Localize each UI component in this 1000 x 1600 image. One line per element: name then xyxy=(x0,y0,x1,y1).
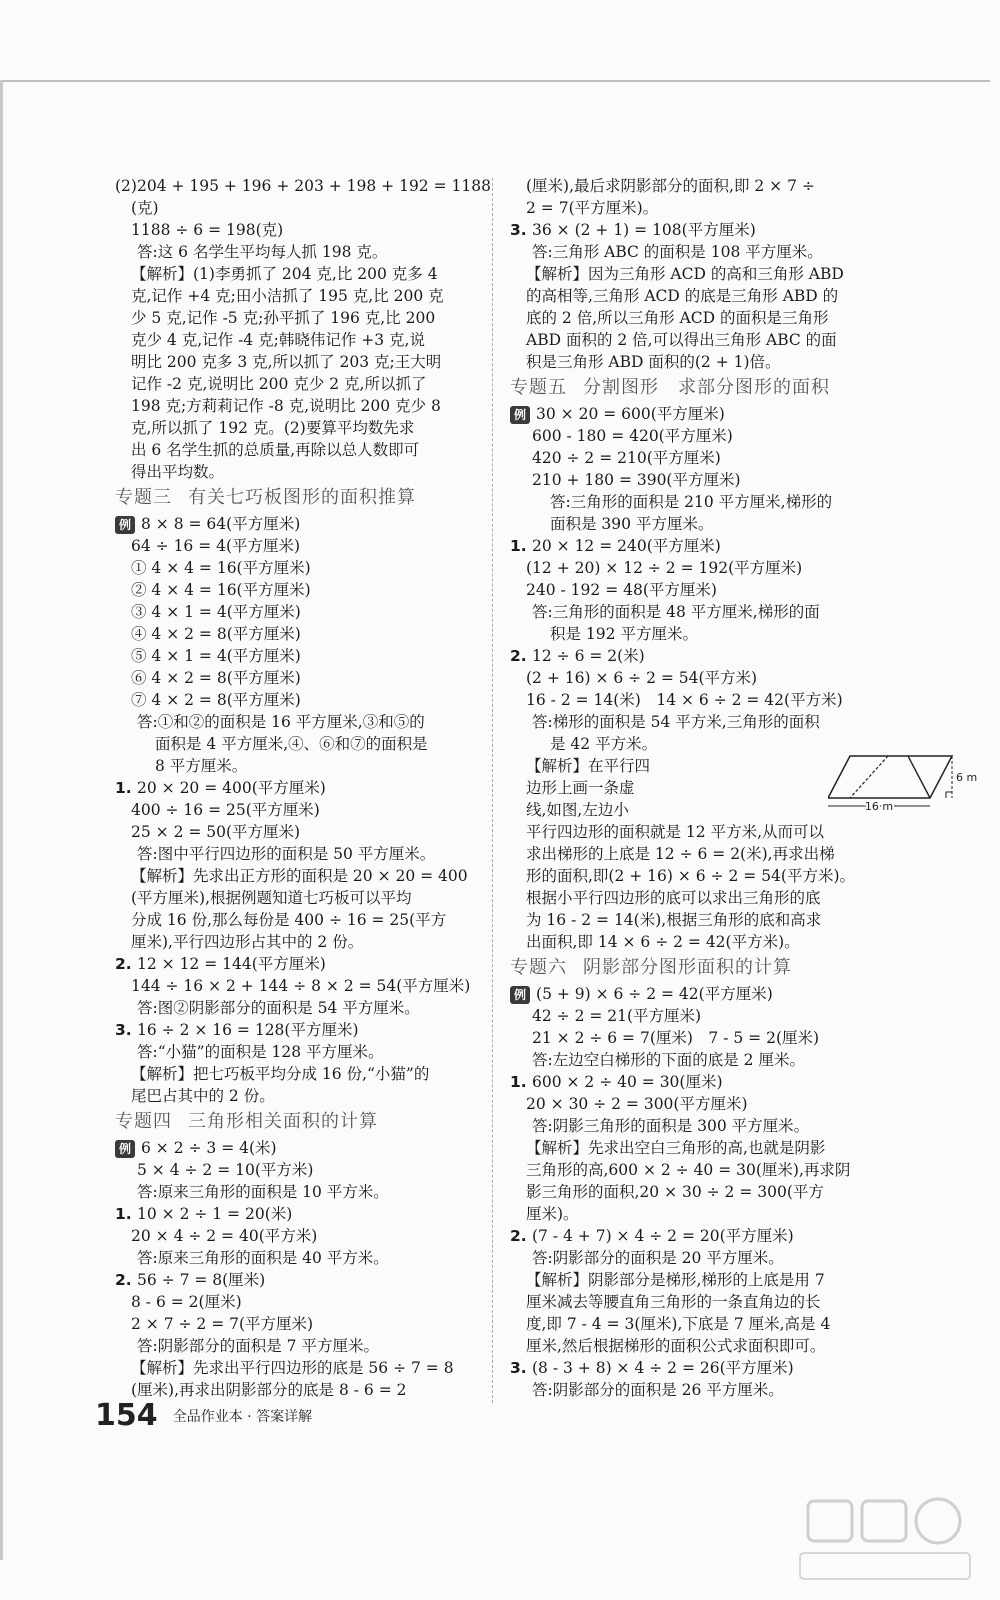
triangle-edge xyxy=(908,756,930,798)
text-line xyxy=(115,285,500,307)
section-number: 专题六 xyxy=(510,957,567,978)
line-text: (12 + 20) × 12 ÷ 2 = 192(平方厘米) xyxy=(526,559,803,577)
question-number: 3. xyxy=(115,1021,132,1039)
text-line xyxy=(510,1137,895,1159)
text-line xyxy=(510,241,895,263)
text-line xyxy=(115,953,500,975)
text-line xyxy=(115,197,500,219)
text-line xyxy=(115,733,500,755)
section-number: 专题四 xyxy=(115,1111,172,1132)
section-number: 专题三 xyxy=(115,487,172,508)
line-text: 600 - 180 = 420(平方厘米) xyxy=(532,427,733,445)
text-line xyxy=(115,175,500,197)
line-text: 答:阴影部分的面积是 20 平方厘米。 xyxy=(532,1249,784,1267)
line-text: (8 - 3 + 8) × 4 ÷ 2 = 26(平方厘米) xyxy=(532,1359,794,1377)
text-line xyxy=(510,263,895,285)
section-title: 阴影部分图形面积的计算 xyxy=(583,957,792,978)
text-line xyxy=(115,1291,500,1313)
line-text: (7 - 4 + 7) × 4 ÷ 2 = 20(平方厘米) xyxy=(532,1227,794,1245)
line-text: (5 + 9) × 6 ÷ 2 = 42(平方厘米) xyxy=(536,985,773,1003)
line-text: 【解析】阴影部分是梯形,梯形的上底是用 7 xyxy=(526,1271,825,1289)
text-line xyxy=(510,843,895,865)
text-line xyxy=(115,1313,500,1335)
right-angle-mark xyxy=(946,792,952,798)
text-line xyxy=(510,1071,895,1093)
line-text: 42 ÷ 2 = 21(平方厘米) xyxy=(532,1007,702,1025)
text-line xyxy=(115,931,500,953)
text-line xyxy=(510,579,895,601)
line-text: 16 ÷ 2 × 16 = 128(平方厘米) xyxy=(137,1021,359,1039)
line-text: 420 ÷ 2 = 210(平方厘米) xyxy=(532,449,721,467)
text-line xyxy=(510,909,895,931)
question-number: 1. xyxy=(510,1073,527,1091)
line-text: (克) xyxy=(131,199,159,217)
text-line xyxy=(510,285,895,307)
line-text: 平行四边形的面积就是 12 平方米,从而可以 xyxy=(526,823,825,841)
text-line xyxy=(510,1357,895,1379)
text-line xyxy=(115,241,500,263)
line-text: (厘米),最后求阴影部分的面积,即 2 × 7 ÷ xyxy=(526,177,815,195)
text-line xyxy=(115,909,500,931)
line-text: 积是三角形 ABD 面积的(2 + 1)倍。 xyxy=(526,353,781,371)
text-line xyxy=(510,535,895,557)
example-label: 例 xyxy=(510,986,530,1004)
left-column xyxy=(115,175,500,1401)
text-line xyxy=(510,1291,895,1313)
text-line xyxy=(115,711,500,733)
question-number: 1. xyxy=(115,779,132,797)
text-line xyxy=(115,307,500,329)
line-text: 明比 200 克多 3 克,所以抓了 203 克;王大明 xyxy=(131,353,442,371)
text-line xyxy=(510,175,895,197)
text-line xyxy=(510,1203,895,1225)
line-text: (2 + 16) × 6 ÷ 2 = 54(平方米) xyxy=(526,669,758,687)
text-line xyxy=(115,843,500,865)
text-line xyxy=(115,219,500,241)
text-line xyxy=(115,1063,500,1085)
text-line xyxy=(510,689,895,711)
line-text: 198 克;方莉莉记作 -8 克,说明比 200 克少 8 xyxy=(131,397,441,415)
text-line xyxy=(115,1019,500,1041)
section-heading xyxy=(115,483,500,513)
text-line xyxy=(115,1225,500,1247)
line-text: 【解析】先求出正方形的面积是 20 × 20 = 400 xyxy=(131,867,468,885)
text-line xyxy=(115,513,500,535)
line-text: 答:原来三角形的面积是 40 平方米。 xyxy=(137,1249,389,1267)
question-number: 2. xyxy=(115,1271,132,1289)
line-text: 答:图②阴影部分的面积是 54 平方厘米。 xyxy=(137,999,420,1017)
example-label: 例 xyxy=(510,406,530,424)
line-text: ③ 4 × 1 = 4(平方厘米) xyxy=(131,603,301,621)
line-text: 是 42 平方米。 xyxy=(550,735,658,753)
line-text: 【解析】在平行四 xyxy=(526,757,651,775)
line-text: 144 ÷ 16 × 2 + 144 ÷ 8 × 2 = 54(平方厘米) xyxy=(131,977,471,995)
text-line xyxy=(115,263,500,285)
text-line xyxy=(510,821,895,843)
text-line xyxy=(115,373,500,395)
text-line xyxy=(115,1203,500,1225)
line-text: 答:图中平行四边形的面积是 50 平方厘米。 xyxy=(137,845,436,863)
line-text: ② 4 × 4 = 16(平方厘米) xyxy=(131,581,311,599)
text-line xyxy=(510,667,895,689)
line-text: 面积是 390 平方厘米。 xyxy=(550,515,714,533)
line-text: 【解析】(1)李勇抓了 204 克,比 200 克多 4 xyxy=(131,265,438,283)
section-heading xyxy=(510,953,895,983)
line-text: 56 ÷ 7 = 8(厘米) xyxy=(137,1271,266,1289)
text-line xyxy=(115,865,500,887)
text-line xyxy=(115,1137,500,1159)
text-line xyxy=(115,623,500,645)
text-line xyxy=(510,1027,895,1049)
text-line xyxy=(115,1085,500,1107)
section-heading xyxy=(115,1107,500,1137)
line-text: (厘米),再求出阴影部分的底是 8 - 6 = 2 xyxy=(131,1381,407,1399)
line-text: 积是 192 平方厘米。 xyxy=(550,625,698,643)
text-line xyxy=(510,425,895,447)
line-text: ⑤ 4 × 1 = 4(平方厘米) xyxy=(131,647,301,665)
line-text: 答:阴影部分的面积是 7 平方厘米。 xyxy=(137,1337,379,1355)
line-text: 厘米,然后根据梯形的面积公式求面积即可。 xyxy=(526,1337,826,1355)
text-line xyxy=(510,733,895,755)
text-line xyxy=(115,645,500,667)
text-line xyxy=(510,469,895,491)
line-text: ABD 面积的 2 倍,可以得出三角形 ABC 的面 xyxy=(526,331,837,349)
line-text: 少 5 克,记作 -5 克;孙平抓了 196 克,比 200 xyxy=(131,309,436,327)
text-line xyxy=(510,645,895,667)
line-text: 8 平方厘米。 xyxy=(155,757,248,775)
line-text: 答:三角形的面积是 210 平方厘米,梯形的 xyxy=(550,493,833,511)
height-label: 6 m xyxy=(956,771,978,784)
line-text: 21 × 2 ÷ 6 = 7(厘米) 7 - 5 = 2(厘米) xyxy=(532,1029,820,1047)
line-text: 6 × 2 ÷ 3 = 4(米) xyxy=(141,1139,277,1157)
text-line xyxy=(510,1181,895,1203)
text-line xyxy=(115,1357,500,1379)
line-text: 答:三角形 ABC 的面积是 108 平方厘米。 xyxy=(532,243,823,261)
text-line xyxy=(510,513,895,535)
text-line xyxy=(510,931,895,953)
text-line xyxy=(115,821,500,843)
line-text: 底的 2 倍,所以三角形 ACD 的面积是三角形 xyxy=(526,309,829,327)
page-footer xyxy=(95,1398,312,1438)
line-text: 2 × 7 ÷ 2 = 7(平方厘米) xyxy=(131,1315,314,1333)
line-text: 64 ÷ 16 = 4(平方厘米) xyxy=(131,537,301,555)
line-text: 【解析】先求出空白三角形的高,也就是阴影 xyxy=(526,1139,826,1157)
question-number: 1. xyxy=(510,537,527,555)
text-line xyxy=(510,711,895,733)
line-text: 三角形的高,600 × 2 ÷ 40 = 30(厘米),再求阴 xyxy=(526,1161,851,1179)
text-line xyxy=(115,601,500,623)
text-line xyxy=(510,1247,895,1269)
line-text: 5 × 4 ÷ 2 = 10(平方米) xyxy=(137,1161,314,1179)
example-label: 例 xyxy=(115,516,135,534)
text-line xyxy=(510,197,895,219)
text-line xyxy=(115,1269,500,1291)
line-text: 分成 16 份,那么每份是 400 ÷ 16 = 25(平方 xyxy=(131,911,447,929)
text-line xyxy=(510,1093,895,1115)
line-text: 出 6 名学生抓的总质量,再除以总人数即可 xyxy=(131,441,420,459)
text-line xyxy=(510,329,895,351)
line-text: 210 + 180 = 390(平方厘米) xyxy=(532,471,741,489)
text-line xyxy=(510,1335,895,1357)
question-number: 2. xyxy=(115,955,132,973)
question-number: 1. xyxy=(115,1205,132,1223)
text-line xyxy=(115,887,500,909)
line-text: 厘米减去等腰直角三角形的一条直角边的长 xyxy=(526,1293,821,1311)
text-line xyxy=(115,1247,500,1269)
line-text: 400 ÷ 16 = 25(平方厘米) xyxy=(131,801,320,819)
line-text: 尾巴占其中的 2 份。 xyxy=(131,1087,275,1105)
example-label: 例 xyxy=(115,1140,135,1158)
text-line xyxy=(115,535,500,557)
line-text: 出面积,即 14 × 6 ÷ 2 = 42(平方米)。 xyxy=(526,933,800,951)
line-text: 答:①和②的面积是 16 平方厘米,③和⑤的 xyxy=(137,713,425,731)
dashed-divider-line xyxy=(850,756,888,798)
line-text: 厘米)。 xyxy=(526,1205,579,1223)
text-line xyxy=(115,461,500,483)
line-text: 答:三角形的面积是 48 平方厘米,梯形的面 xyxy=(532,603,820,621)
text-line xyxy=(510,1269,895,1291)
line-text: 答:原来三角形的面积是 10 平方米。 xyxy=(137,1183,389,1201)
text-line xyxy=(510,557,895,579)
line-text: 克,记作 +4 克;田小洁抓了 195 克,比 200 克 xyxy=(131,287,444,305)
line-text: 克,所以抓了 192 克。(2)要算平均数先求 xyxy=(131,419,415,437)
section-number: 专题五 xyxy=(510,377,567,398)
section-title: 分割图形 求部分图形的面积 xyxy=(583,377,830,398)
section-heading xyxy=(510,373,895,403)
line-text: 12 × 12 = 144(平方厘米) xyxy=(137,955,326,973)
text-line xyxy=(115,579,500,601)
line-text: ⑥ 4 × 2 = 8(平方厘米) xyxy=(131,669,301,687)
line-text: 边形上画一条虚 xyxy=(526,779,635,797)
text-line xyxy=(510,1159,895,1181)
line-text: 8 - 6 = 2(厘米) xyxy=(131,1293,242,1311)
line-text: 12 ÷ 6 = 2(米) xyxy=(532,647,645,665)
line-text: 【解析】因为三角形 ACD 的高和三角形 ABD xyxy=(526,265,844,283)
text-line xyxy=(510,1049,895,1071)
line-text: 答:阴影三角形的面积是 300 平方厘米。 xyxy=(532,1117,810,1135)
line-text: 【解析】先求出平行四边形的底是 56 ÷ 7 = 8 xyxy=(131,1359,454,1377)
line-text: 答:“小猫”的面积是 128 平方厘米。 xyxy=(137,1043,384,1061)
text-line xyxy=(510,983,895,1005)
text-line xyxy=(115,439,500,461)
text-line xyxy=(510,491,895,513)
line-text: 8 × 8 = 64(平方厘米) xyxy=(141,515,301,533)
line-text: (平方厘米),根据例题知道七巧板可以平均 xyxy=(131,889,412,907)
line-text: 得出平均数。 xyxy=(131,463,225,481)
line-text: 【解析】把七巧板平均分成 16 份,“小猫”的 xyxy=(131,1065,430,1083)
line-text: 的高相等,三角形 ACD 的底是三角形 ABD 的 xyxy=(526,287,839,305)
text-line xyxy=(510,307,895,329)
text-line xyxy=(510,601,895,623)
text-line xyxy=(115,1335,500,1357)
base-label: 16 m xyxy=(864,800,894,813)
text-line xyxy=(510,219,895,241)
text-line xyxy=(115,1041,500,1063)
text-line xyxy=(510,447,895,469)
text-line xyxy=(115,667,500,689)
text-line xyxy=(510,1005,895,1027)
text-line xyxy=(115,557,500,579)
parallelogram-figure xyxy=(828,754,988,814)
line-text: 答:左边空白梯形的下面的底是 2 厘米。 xyxy=(532,1051,805,1069)
question-number: 2. xyxy=(510,1227,527,1245)
line-text: 20 × 4 ÷ 2 = 40(平方米) xyxy=(131,1227,318,1245)
text-line xyxy=(115,417,500,439)
text-line xyxy=(115,1181,500,1203)
line-text: 答:这 6 名学生平均每人抓 198 克。 xyxy=(137,243,388,261)
line-text: ④ 4 × 2 = 8(平方厘米) xyxy=(131,625,301,643)
line-text: 答:梯形的面积是 54 平方米,三角形的面积 xyxy=(532,713,820,731)
line-text: 10 × 2 ÷ 1 = 20(米) xyxy=(137,1205,293,1223)
line-text: 为 16 - 2 = 14(米),根据三角形的底和高求 xyxy=(526,911,822,929)
parallelogram-outline xyxy=(828,756,952,798)
question-number: 2. xyxy=(510,647,527,665)
text-line xyxy=(115,975,500,997)
text-line xyxy=(510,1379,895,1401)
line-text: 面积是 4 平方厘米,④、⑥和⑦的面积是 xyxy=(155,735,428,753)
line-text: 2 = 7(平方厘米)。 xyxy=(526,199,659,217)
text-line xyxy=(115,329,500,351)
text-line xyxy=(115,689,500,711)
line-text: 形的面积,即(2 + 16) × 6 ÷ 2 = 54(平方米)。 xyxy=(526,867,856,885)
line-text: 20 × 20 = 400(平方厘米) xyxy=(137,779,326,797)
line-text: 答:阴影部分的面积是 26 平方厘米。 xyxy=(532,1381,784,1399)
text-line xyxy=(115,777,500,799)
column-divider xyxy=(492,178,493,1403)
line-text: 线,如图,左边小 xyxy=(526,801,629,819)
line-text: 求出梯形的上底是 12 ÷ 6 = 2(米),再求出梯 xyxy=(526,845,835,863)
text-line xyxy=(510,865,895,887)
line-text: ⑦ 4 × 2 = 8(平方厘米) xyxy=(131,691,301,709)
line-text: ① 4 × 4 = 16(平方厘米) xyxy=(131,559,311,577)
text-line xyxy=(115,799,500,821)
line-text: 600 × 2 ÷ 40 = 30(厘米) xyxy=(532,1073,723,1091)
line-text: 度,即 7 - 4 = 3(厘米),下底是 7 厘米,高是 4 xyxy=(526,1315,831,1333)
text-line xyxy=(510,623,895,645)
text-line xyxy=(115,1159,500,1181)
line-text: 16 - 2 = 14(米) 14 × 6 ÷ 2 = 42(平方米) xyxy=(526,691,843,709)
text-line xyxy=(510,1115,895,1137)
line-text: 36 × (2 + 1) = 108(平方厘米) xyxy=(532,221,756,239)
text-line xyxy=(115,395,500,417)
text-line xyxy=(510,887,895,909)
text-line xyxy=(115,755,500,777)
line-text: 20 × 12 = 240(平方厘米) xyxy=(532,537,721,555)
text-line xyxy=(510,1313,895,1335)
section-title: 有关七巧板图形的面积推算 xyxy=(188,487,416,508)
text-line xyxy=(510,403,895,425)
line-text: 克少 4 克,记作 -4 克;韩晓伟记作 +3 克,说 xyxy=(131,331,425,349)
book-title: 全品作业本 · 答案详解 xyxy=(172,1408,313,1425)
question-number: 3. xyxy=(510,1359,527,1377)
line-text: 记作 -2 克,说明比 200 克少 2 克,所以抓了 xyxy=(131,375,427,393)
line-text: 240 - 192 = 48(平方厘米) xyxy=(526,581,717,599)
line-text: 根据小平行四边形的底可以求出三角形的底 xyxy=(526,889,821,907)
line-text: (2)204 + 195 + 196 + 203 + 198 + 192 = 1188 xyxy=(115,177,491,195)
watermark-logo xyxy=(780,1495,980,1585)
line-text: 厘米),平行四边形占其中的 2 份。 xyxy=(131,933,364,951)
line-text: 影三角形的面积,20 × 30 ÷ 2 = 300(平方 xyxy=(526,1183,824,1201)
text-line xyxy=(510,1225,895,1247)
question-number: 3. xyxy=(510,221,527,239)
line-text: 1188 ÷ 6 = 198(克) xyxy=(131,221,284,239)
text-line xyxy=(115,351,500,373)
line-text: 30 × 20 = 600(平方厘米) xyxy=(536,405,725,423)
section-title: 三角形相关面积的计算 xyxy=(188,1111,378,1132)
text-line xyxy=(115,997,500,1019)
line-text: 25 × 2 = 50(平方厘米) xyxy=(131,823,301,841)
text-line xyxy=(510,351,895,373)
line-text: 20 × 30 ÷ 2 = 300(平方厘米) xyxy=(526,1095,748,1113)
page-number: 154 xyxy=(95,1398,158,1433)
